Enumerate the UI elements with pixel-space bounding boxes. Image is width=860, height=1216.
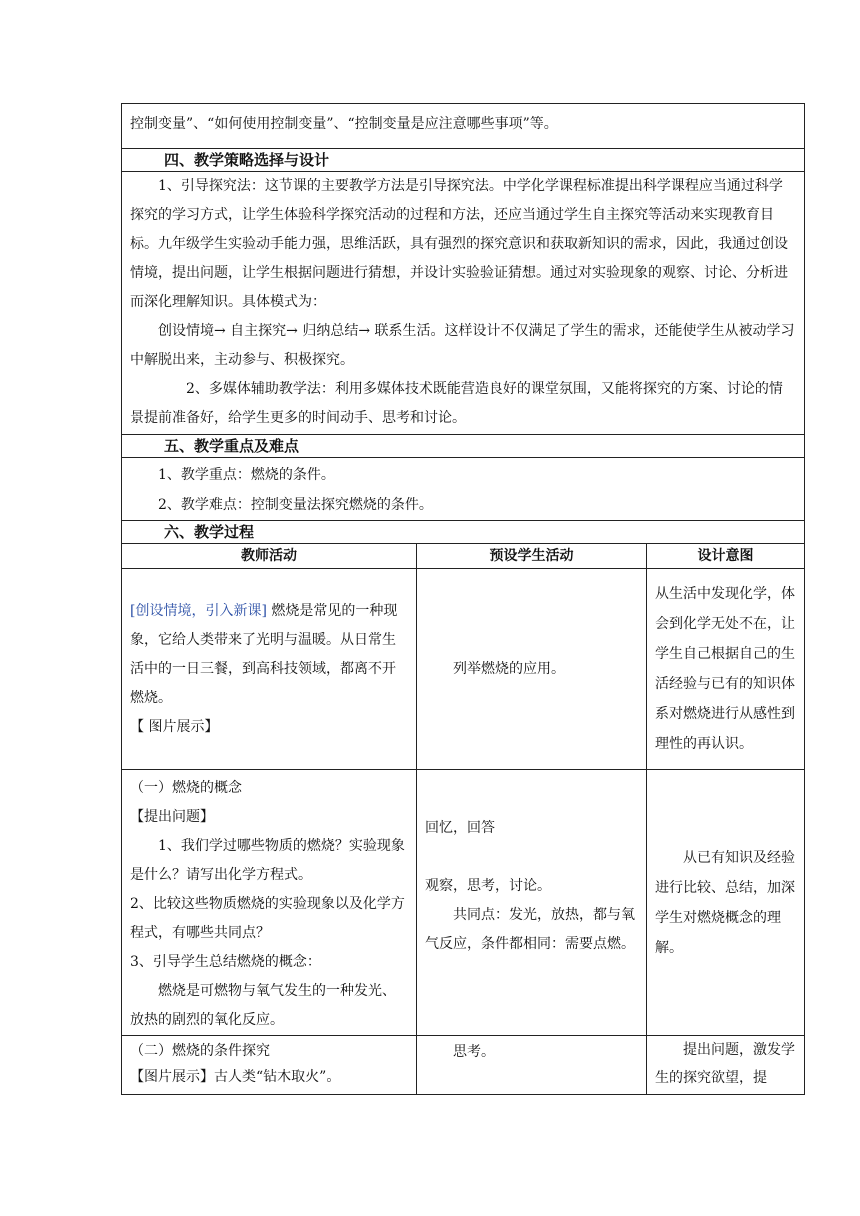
row1-student-text: 列举燃烧的应用。 [453, 660, 565, 677]
row3-student-text: 思考。 [453, 1044, 495, 1060]
row1-teacher-picture: 【 图片展示】 [130, 718, 219, 735]
row1-intent-text: 从生活中发现化学，体会到化学无处不在，让学生自己根据自己的生活经验与已有的知识体系对燃烧进行从感性到理性的再认识。 [655, 586, 795, 752]
row2-question-3: 3、引导学生总结燃烧的概念： [130, 954, 321, 970]
row3-picture: 【图片展示】古人类“钻木取火”。 [130, 1069, 341, 1085]
header-student-activity: 预设学生活动 [417, 544, 647, 569]
header-teacher-activity: 教师活动 [122, 544, 417, 569]
intro-row [122, 104, 805, 149]
process-row-3 [122, 1036, 805, 1095]
row2-definition: 燃烧是可燃物与氧气发生的一种发光、放热的剧烈的氧化反应。 [130, 983, 396, 1028]
section5-title: 五、教学重点及难点 [164, 437, 300, 455]
section5-body-row [122, 458, 805, 521]
section4-paragraph-2: 创设情境→ 自主探究→ 归纳总结→ 联系生活。这样设计不仅满足了学生的需求，还能使学生从被动学习中解脱出来，主动参与、积极探究。 [130, 323, 795, 368]
intro-line: 控制变量”、“如何使用控制变量”、“控制变量是应注意哪些事项”等。 [130, 116, 558, 132]
section4-paragraph-3: 2、多媒体辅助教学法：利用多媒体技术既能营造良好的课堂氛围，又能将探究的方案、讨论的情景提前准备好，给学生更多的时间动手、思考和讨论。 [130, 381, 783, 426]
teaching-difficulty: 2、教学难点：控制变量法探究燃烧的条件。 [158, 497, 433, 513]
row2-concept-heading: （一）燃烧的概念 [130, 780, 242, 796]
row3-intent-cell [647, 1036, 805, 1095]
section4-paragraph-1: 1、引导探究法：这节课的主要教学方法是引导探究法。中学化学课程标准提出科学课程应当通过科学探究的学习方式，让学生体验科学探究活动的过程和方法，还应当通过学生自主探究等活动来实现教育目标。九年级学生实验动手能力强，思维活跃，具有强烈的探究意识和获取新知识的需求，因此，我通过创设情境，提出问题，让学生根据问题进行猜想，并设计实验验证猜想。通过对实验现象的观察、讨论、分析进而深化理解知识。具体模式为： [130, 178, 788, 310]
row2-question-2: 2、比较这些物质燃烧的实验现象以及化学方程式，有哪些共同点？ [130, 896, 405, 941]
row1-intent-cell [647, 569, 805, 770]
row2-question-1: 1、我们学过哪些物质的燃烧？实验现象是什么？请写出化学方程式。 [130, 838, 405, 883]
row3-student-cell [417, 1036, 647, 1095]
row2-intent-cell [647, 770, 805, 1036]
row1-teacher-text: 燃烧是常见的一种现象，它给人类带来了光明与温暖。从日常生活中的一日三餐，到高科技领域，都离不开燃烧。 [130, 602, 398, 706]
row3-intent-text: 提出问题，激发学生的探究欲望，提 [655, 1042, 795, 1086]
lesson-plan-table [121, 103, 805, 1095]
row1-teacher-cell [122, 569, 417, 770]
process-row-1 [122, 569, 805, 770]
section6-title: 六、教学过程 [164, 523, 255, 541]
section4-title: 四、教学策略选择与设计 [164, 151, 330, 169]
row3-teacher-cell [122, 1036, 417, 1095]
row2-student-cell [417, 770, 647, 1036]
header-design-intent: 设计意图 [647, 544, 805, 569]
row2-student-common: 共同点：发光，放热，都与氧气反应，条件都相同：需要点燃。 [425, 907, 635, 952]
section4-body-row [122, 172, 805, 435]
row2-raise-question: 【提出问题】 [130, 809, 214, 825]
row2-student-recall: 回忆，回答 [425, 820, 495, 836]
row2-student-observe: 观察，思考，讨论。 [425, 878, 551, 894]
process-row-2 [122, 770, 805, 1036]
row2-intent-text: 从已有知识及经验进行比较、总结，加深学生对燃烧概念的理解。 [655, 849, 795, 956]
row1-student-cell [417, 569, 647, 770]
row3-condition-heading: （二）燃烧的条件探究 [130, 1043, 270, 1059]
section6-title-row [122, 521, 805, 544]
section4-title-row [122, 149, 805, 172]
row1-teacher-tag: [创设情境，引入新课] [130, 602, 267, 619]
row2-teacher-cell [122, 770, 417, 1036]
teaching-key-point: 1、教学重点：燃烧的条件。 [158, 467, 335, 483]
document-page [121, 103, 804, 1095]
section5-title-row [122, 435, 805, 458]
process-header-row [122, 544, 805, 569]
